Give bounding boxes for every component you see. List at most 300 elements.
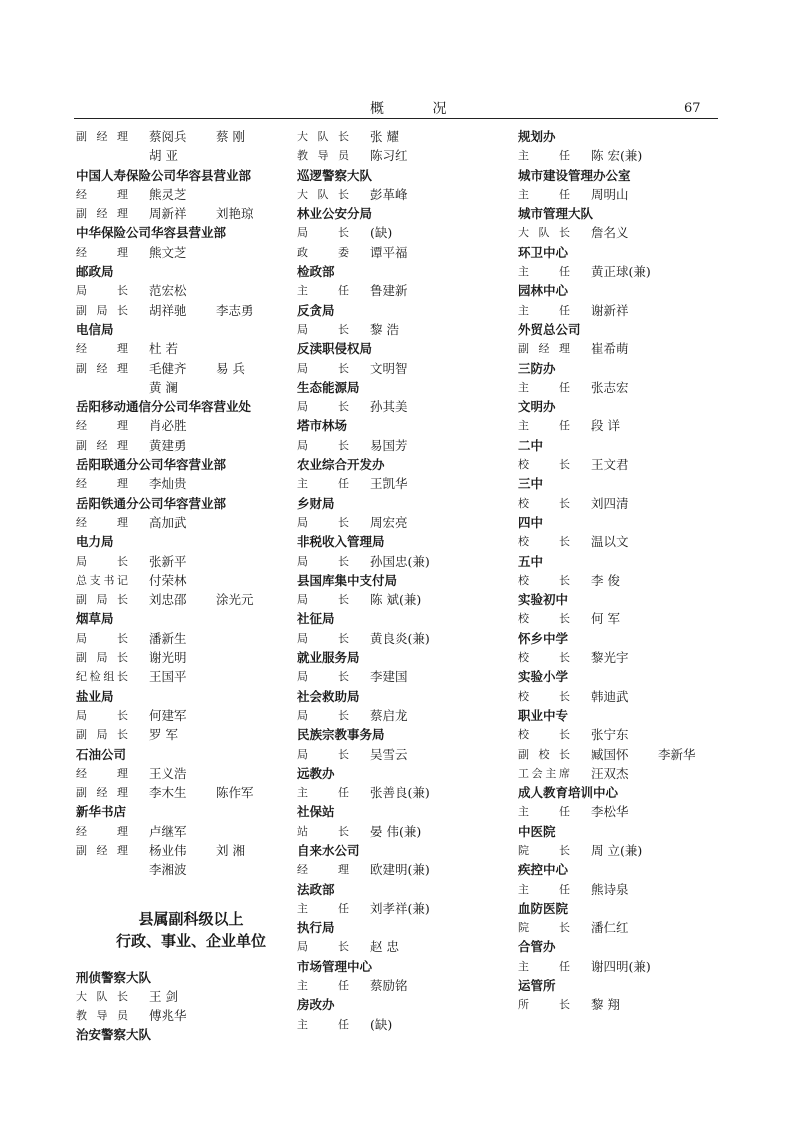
personnel-row: [297, 822, 527, 841]
position-title: 局 长: [297, 515, 349, 529]
person-name: 孙国忠(兼): [370, 553, 430, 569]
org-block: [76, 223, 306, 262]
org-name: 岳阳移动通信分公司华容营业处: [76, 399, 252, 415]
column-3: [518, 127, 748, 1015]
org-name: 运管所: [518, 978, 556, 994]
position-title: 副 经 理: [518, 342, 570, 356]
org-block: [518, 436, 748, 475]
org-name: 就业服务局: [297, 650, 360, 666]
position-title: 主 任: [518, 265, 570, 279]
position-title: 局 长: [297, 708, 349, 722]
position-title: 校 长: [518, 458, 570, 472]
position-title: 主 任: [518, 380, 570, 394]
org-name: 规划办: [518, 129, 556, 144]
org-name: 林业公安分局: [297, 206, 373, 222]
personnel-row: [76, 725, 306, 744]
org-block: [518, 822, 748, 861]
org-block: [76, 687, 306, 745]
org-block: [518, 243, 748, 282]
person-name: 李湘波: [149, 862, 187, 878]
org-name: 治安警察大队: [76, 1027, 152, 1043]
position-title: 副 校 长: [518, 747, 570, 761]
personnel-row: [518, 571, 748, 590]
org-block: [76, 494, 306, 533]
column-1-top-list: [76, 127, 306, 880]
personnel-row: [518, 687, 748, 706]
person-name: (缺): [370, 225, 393, 241]
personnel-row: [518, 918, 748, 937]
org-name: 职业中专: [518, 707, 569, 723]
org-name: 园林中心: [518, 283, 569, 299]
header-rule: [74, 118, 718, 119]
person-name: 卢继军: [149, 823, 187, 839]
person-name: 胡 亚: [149, 148, 178, 164]
person-name: 熊灵芝: [149, 186, 187, 202]
org-block: [518, 629, 748, 668]
person-name-2: 刘艳琼: [216, 206, 254, 222]
personnel-row: [297, 860, 527, 879]
position-title: 主 任: [518, 805, 570, 819]
personnel-row: [76, 146, 306, 165]
org-block: [297, 166, 527, 205]
personnel-row: [76, 436, 306, 455]
page-number: 67: [684, 101, 701, 116]
person-name: 熊诗泉: [591, 881, 629, 897]
position-title: 主 任: [297, 477, 349, 491]
org-name: 血防医院: [518, 900, 569, 916]
person-name: 蔡阅兵: [149, 129, 187, 144]
position-title: 校 长: [518, 689, 570, 703]
position-title: 局 长: [297, 438, 349, 452]
personnel-row: [297, 706, 527, 725]
person-name: 高加武: [149, 514, 187, 530]
personnel-row: [518, 301, 748, 320]
person-name: 陈习红: [370, 148, 408, 164]
personnel-row: [297, 436, 527, 455]
org-block: [297, 995, 527, 1034]
org-name: 实验初中: [518, 592, 569, 608]
person-name: 罗 军: [149, 727, 178, 743]
person-name: 刘孝祥(兼): [370, 900, 430, 916]
personnel-row: [76, 764, 306, 783]
personnel-row: [518, 494, 748, 513]
org-block: [297, 764, 527, 803]
personnel-row: [518, 841, 748, 860]
person-name: 黄正球(兼): [591, 264, 651, 280]
person-name: 李建国: [370, 669, 408, 685]
person-name: 段 详: [591, 418, 620, 434]
org-name: 执行局: [297, 920, 335, 936]
person-name: 韩迪武: [591, 688, 629, 704]
person-name: 王 剑: [149, 988, 178, 1004]
org-block: [76, 320, 306, 397]
personnel-row: [518, 262, 748, 281]
personnel-row: [297, 976, 527, 995]
position-title: 副 局 长: [76, 303, 128, 317]
personnel-row: [76, 822, 306, 841]
personnel-row: [76, 629, 306, 648]
person-name: 温以文: [591, 534, 629, 550]
position-title: 大 队 长: [518, 226, 570, 240]
person-name: 黄良炎(兼): [370, 630, 430, 646]
org-name: 岳阳联通分公司华容营业部: [76, 457, 227, 473]
org-name: 社会救助局: [297, 688, 360, 704]
org-block: [297, 841, 527, 880]
position-title: 主 任: [297, 786, 349, 800]
org-block: [297, 455, 527, 494]
position-title: 局 长: [76, 631, 128, 645]
org-name: 法政部: [297, 881, 335, 897]
org-block: [297, 301, 527, 340]
person-name: 张善良(兼): [370, 785, 430, 801]
position-title: 经 理: [76, 342, 128, 356]
org-name: 怀乡中学: [518, 630, 569, 646]
org-name: 非税收入管理局: [297, 534, 385, 550]
personnel-row: [297, 320, 527, 339]
org-block: [297, 571, 527, 610]
org-name: 烟草局: [76, 611, 114, 627]
personnel-row: [297, 223, 527, 242]
org-block: [297, 918, 527, 957]
personnel-row: [76, 378, 306, 397]
org-block: [297, 339, 527, 378]
position-title: 局 长: [297, 747, 349, 761]
org-block: [518, 937, 748, 976]
org-block: [518, 667, 748, 706]
org-name: 巡逻警察大队: [297, 167, 373, 183]
person-name: 彭革峰: [370, 186, 408, 202]
org-block: [76, 609, 306, 686]
org-name: 检政部: [297, 264, 335, 280]
personnel-row: [518, 648, 748, 667]
org-name: 塔市林场: [297, 418, 348, 434]
org-block: [297, 957, 527, 996]
personnel-row: [297, 590, 527, 609]
position-title: 主 任: [518, 419, 570, 433]
position-title: 经 理: [76, 515, 128, 529]
org-name: 中国人寿保险公司华容县营业部: [76, 167, 252, 183]
person-name: 刘忠邵: [149, 592, 187, 608]
person-name: 谢光明: [149, 650, 187, 666]
org-block: [76, 397, 306, 455]
personnel-row: [297, 552, 527, 571]
org-name: 合管办: [518, 939, 556, 955]
personnel-row: [76, 667, 306, 686]
person-name: 谭平福: [370, 244, 408, 260]
position-title: 局 长: [297, 361, 349, 375]
org-block: [297, 532, 527, 571]
person-name: 黎 浩: [370, 321, 399, 337]
org-block: [76, 532, 306, 609]
person-name-2: 李志勇: [216, 302, 254, 318]
org-block: [518, 860, 748, 899]
personnel-row: [76, 648, 306, 667]
org-name: 电力局: [76, 534, 114, 550]
personnel-row: [518, 725, 748, 744]
position-title: 副 经 理: [76, 786, 128, 800]
person-name: 文明智: [370, 360, 408, 376]
position-title: 校 长: [518, 728, 570, 742]
person-name: 付荣林: [149, 572, 187, 588]
org-name: 四中: [518, 514, 544, 530]
org-block: [297, 648, 527, 687]
personnel-row: [297, 783, 527, 802]
personnel-row: [76, 185, 306, 204]
personnel-row: [76, 552, 306, 571]
person-name: 周新祥: [149, 206, 187, 222]
org-block: [518, 590, 748, 629]
org-block: [76, 262, 306, 320]
person-name: 欧建明(兼): [370, 862, 430, 878]
org-name: 疾控中心: [518, 862, 569, 878]
position-title: 副 局 长: [76, 593, 128, 607]
personnel-row: [297, 937, 527, 956]
org-block: [518, 359, 748, 398]
position-title: 局 长: [297, 554, 349, 568]
person-name: 周宏亮: [370, 514, 408, 530]
position-title: 校 长: [518, 535, 570, 549]
org-block: [518, 783, 748, 822]
position-title: 副 经 理: [76, 843, 128, 857]
org-name: 中华保险公司华容县营业部: [76, 225, 227, 241]
org-block: [76, 455, 306, 494]
org-block: [297, 880, 527, 919]
org-block: [76, 166, 306, 224]
org-block: [297, 262, 527, 301]
position-title: 政 委: [297, 245, 349, 259]
section-heading-line2: 行政、事业、企业单位: [115, 931, 266, 950]
org-name: 社保站: [297, 804, 335, 820]
position-title: 局 长: [76, 708, 128, 722]
org-name: 自来水公司: [297, 842, 360, 858]
personnel-row: [297, 745, 527, 764]
org-block: [76, 968, 306, 1026]
org-name: 三防办: [518, 360, 556, 376]
column-2: [297, 127, 527, 1034]
personnel-row: [76, 860, 306, 879]
org-name: 乡财局: [297, 495, 335, 511]
org-block: [518, 976, 748, 1015]
position-title: 大 队 长: [297, 187, 349, 201]
org-name: 外贸总公司: [518, 321, 581, 337]
person-name: 何建军: [149, 707, 187, 723]
org-name: 中医院: [518, 823, 556, 839]
person-name: 谢新祥: [591, 302, 629, 318]
position-title: 校 长: [518, 496, 570, 510]
org-block: [518, 513, 748, 552]
position-title: 局 长: [76, 284, 128, 298]
person-name: 崔希萌: [591, 341, 629, 357]
position-title: 副 经 理: [76, 130, 128, 143]
person-name: 李松华: [591, 804, 629, 820]
personnel-row: [518, 995, 748, 1014]
person-name: 王国平: [149, 669, 187, 685]
org-block: [518, 474, 748, 513]
person-name: 赵 忠: [370, 939, 399, 955]
org-name: 文明办: [518, 399, 556, 415]
personnel-row: [76, 571, 306, 590]
position-title: 教 导 员: [76, 1009, 128, 1023]
position-title: 局 长: [297, 593, 349, 607]
org-block: [518, 204, 748, 243]
person-name: 鲁建新: [370, 283, 408, 299]
personnel-row: [76, 987, 306, 1006]
position-title: 主 任: [518, 187, 570, 201]
personnel-row: [297, 146, 527, 165]
position-title: 局 长: [297, 322, 349, 336]
position-title: 副 局 长: [76, 728, 128, 742]
org-name: 民族宗教事务局: [297, 727, 385, 743]
org-block: [518, 320, 748, 359]
position-title: 副 经 理: [76, 207, 128, 221]
person-name: 黎光宇: [591, 650, 629, 666]
org-name: 生态能源局: [297, 379, 360, 395]
personnel-row: [518, 185, 748, 204]
position-title: 局 长: [297, 631, 349, 645]
position-title: 大 队 长: [297, 130, 349, 143]
personnel-row: [76, 204, 306, 223]
org-block: [518, 127, 748, 166]
org-block: [76, 802, 306, 879]
person-name: 肖必胜: [149, 418, 187, 434]
position-title: 主 任: [518, 149, 570, 163]
person-name: 李灿贵: [149, 476, 187, 492]
position-title: 经 理: [76, 766, 128, 780]
person-name: 晏 伟(兼): [370, 823, 422, 839]
position-title: 总支书记: [76, 573, 128, 587]
person-name: 范宏松: [149, 283, 187, 299]
position-title: 校 长: [518, 612, 570, 626]
personnel-row: [297, 899, 527, 918]
personnel-row: [297, 1015, 527, 1034]
position-title: 主 任: [297, 284, 349, 298]
person-name: 张志宏: [591, 379, 629, 395]
personnel-row: [76, 127, 306, 146]
person-name: 黄 澜: [149, 379, 178, 395]
person-name: 张宁东: [591, 727, 629, 743]
personnel-row: [518, 802, 748, 821]
person-name: 蔡启龙: [370, 707, 408, 723]
position-title: 经 理: [297, 863, 349, 877]
org-block: [518, 706, 748, 783]
position-title: 主 任: [297, 901, 349, 915]
position-title: 主 任: [297, 1017, 349, 1031]
org-name: 市场管理中心: [297, 958, 373, 974]
position-title: 经 理: [76, 824, 128, 838]
personnel-row: [297, 281, 527, 300]
personnel-row: [76, 1006, 306, 1025]
org-name: 电信局: [76, 321, 114, 337]
position-title: 大 队 长: [76, 989, 128, 1003]
person-name: 易国芳: [370, 437, 408, 453]
org-block: [518, 397, 748, 436]
person-name: 吴雪云: [370, 746, 408, 762]
org-block: [518, 899, 748, 938]
personnel-row: [518, 223, 748, 242]
person-name: 毛健齐: [149, 360, 187, 376]
position-title: 副 局 长: [76, 651, 128, 665]
personnel-row: [297, 359, 527, 378]
person-name: 周明山: [591, 186, 629, 202]
person-name: 王文君: [591, 457, 629, 473]
personnel-row: [518, 957, 748, 976]
personnel-row: [518, 455, 748, 474]
org-name: 县国库集中支付局: [297, 572, 398, 588]
position-title: 主 任: [518, 303, 570, 317]
personnel-row: [76, 513, 306, 532]
position-title: 院 长: [518, 921, 570, 935]
org-block: [76, 127, 306, 166]
person-name: 潘新生: [149, 630, 187, 646]
person-name: 周 立(兼): [591, 842, 643, 858]
position-title: 校 长: [518, 651, 570, 665]
position-title: 教 导 员: [297, 149, 349, 163]
person-name: 蔡励铭: [370, 978, 408, 994]
person-name: 陈 斌(兼): [370, 592, 422, 608]
org-name: 环卫中心: [518, 244, 569, 260]
personnel-row: [297, 629, 527, 648]
person-name: 谢四明(兼): [591, 958, 651, 974]
org-block: [297, 416, 527, 455]
org-name: 农业综合开发办: [297, 457, 385, 473]
personnel-row: [297, 513, 527, 532]
personnel-row: [297, 667, 527, 686]
personnel-row: [297, 397, 527, 416]
position-title: 副 经 理: [76, 361, 128, 375]
person-name: 张 耀: [370, 129, 399, 144]
personnel-row: [297, 243, 527, 262]
personnel-row: [518, 764, 748, 783]
personnel-row: [76, 359, 306, 378]
position-title: 纪检组长: [76, 670, 128, 684]
position-title: 站 长: [297, 824, 349, 838]
personnel-row: [518, 416, 748, 435]
running-header-title: 概 况: [370, 101, 469, 117]
org-block: [518, 281, 748, 320]
person-name: 杨业伟: [149, 842, 187, 858]
person-name: 詹名义: [591, 225, 629, 241]
personnel-row: [518, 532, 748, 551]
personnel-row: [76, 339, 306, 358]
column-1-bottom-list: [76, 968, 306, 1045]
personnel-row: [297, 127, 527, 146]
org-name: 社征局: [297, 611, 335, 627]
personnel-row: [518, 339, 748, 358]
person-name: 王义浩: [149, 765, 187, 781]
org-name: 城市管理大队: [518, 206, 594, 222]
org-block: [76, 1025, 306, 1044]
org-name: 城市建设管理办公室: [518, 167, 631, 183]
org-name: 反渎职侵权局: [297, 341, 373, 357]
person-name: 熊文芝: [149, 244, 187, 260]
personnel-row: [518, 609, 748, 628]
personnel-row: [518, 146, 748, 165]
org-name: 实验小学: [518, 669, 569, 685]
person-name: 陈 宏(兼): [591, 148, 643, 164]
person-name: 刘四清: [591, 495, 629, 511]
org-name: 邮政局: [76, 264, 114, 280]
person-name: 李木生: [149, 785, 187, 801]
position-title: 局 长: [76, 554, 128, 568]
org-block: [297, 725, 527, 764]
person-name: 傅兆华: [149, 1008, 187, 1024]
personnel-row: [76, 841, 306, 860]
personnel-row: [518, 745, 748, 764]
org-block: [297, 378, 527, 417]
org-block: [297, 204, 527, 262]
person-name-2: 刘 湘: [216, 842, 245, 858]
person-name: 黎 翔: [591, 997, 620, 1013]
